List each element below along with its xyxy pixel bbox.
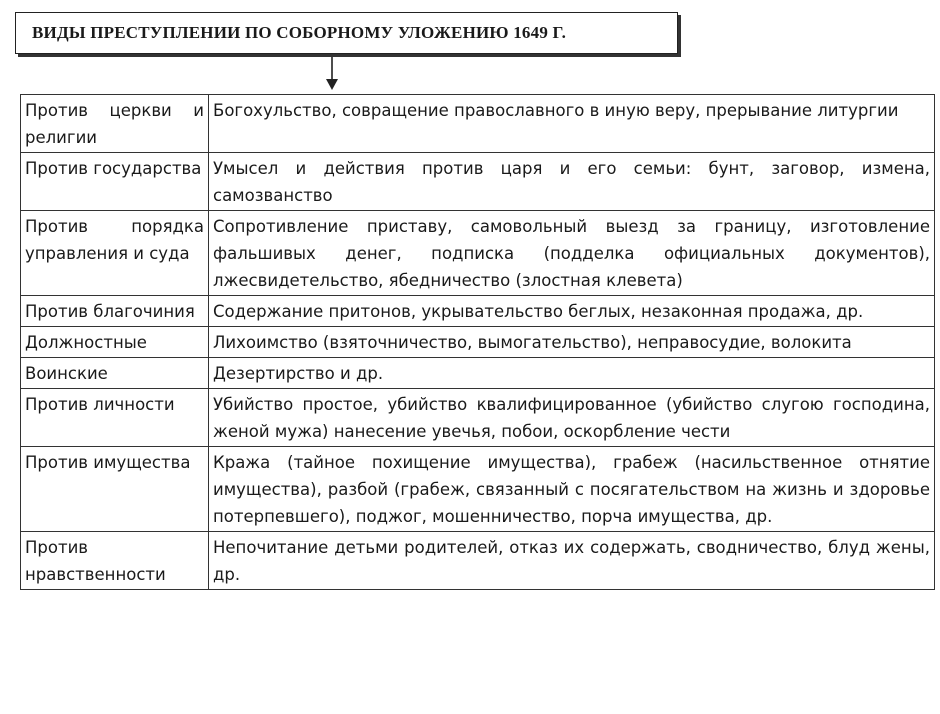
description-cell: Непочитание детьми родителей, отказ их содержать, сводничество, блуд жены, др. [209,532,935,590]
description-cell: Дезертирство и др. [209,358,935,389]
table-row [21,389,935,447]
page-title: ВИДЫ ПРЕСТУПЛЕНИИ ПО СОБОРНОМУ УЛОЖЕНИЮ 1649 Г. [32,23,567,42]
description-cell: Лихоимство (взяточничество, вымогательство), неправосудие, волокита [209,327,935,358]
table-row [21,532,935,590]
table-row [21,95,935,153]
table-row [21,211,935,296]
category-cell: Против личности [21,389,209,447]
category-cell: Против имущества [21,447,209,532]
table-row [21,327,935,358]
category-cell: Против нравственности [21,532,209,590]
category-cell: Против порядка управления и суда [21,211,209,296]
table-row [21,447,935,532]
category-cell: Воинские [21,358,209,389]
description-cell: Богохульство, совращение православного в иную веру, прерывание литургии [209,95,935,153]
category-cell: Против церкви и религии [21,95,209,153]
description-cell: Кража (тайное похищение имущества), грабеж (насильственное отнятие имущества), разбой (грабеж, связанный с посягательством на жизнь и здоровье потерпевшего), поджог, мошенничество, порча имущества, др. [209,447,935,532]
description-cell: Сопротивление приставу, самовольный выезд за границу, изготовление фальшивых денег, подписка (подделка официальных документов), лжесвидетельство, ябедничество (злостная клевета) [209,211,935,296]
category-cell: Против благочиния [21,296,209,327]
category-cell: Против государства [21,153,209,211]
table-row [21,358,935,389]
description-cell: Содержание притонов, укрывательство беглых, незаконная продажа, др. [209,296,935,327]
table-row [21,153,935,211]
description-cell: Убийство простое, убийство квалифицированное (убийство слугою господина, женой мужа) нанесение увечья, побои, оскорбление чести [209,389,935,447]
category-cell: Должностные [21,327,209,358]
down-arrow-icon [322,57,342,91]
crimes-table [20,94,935,590]
title-box [15,12,678,54]
table-row [21,296,935,327]
description-cell: Умысел и действия против царя и его семьи: бунт, заговор, измена, самозванство [209,153,935,211]
